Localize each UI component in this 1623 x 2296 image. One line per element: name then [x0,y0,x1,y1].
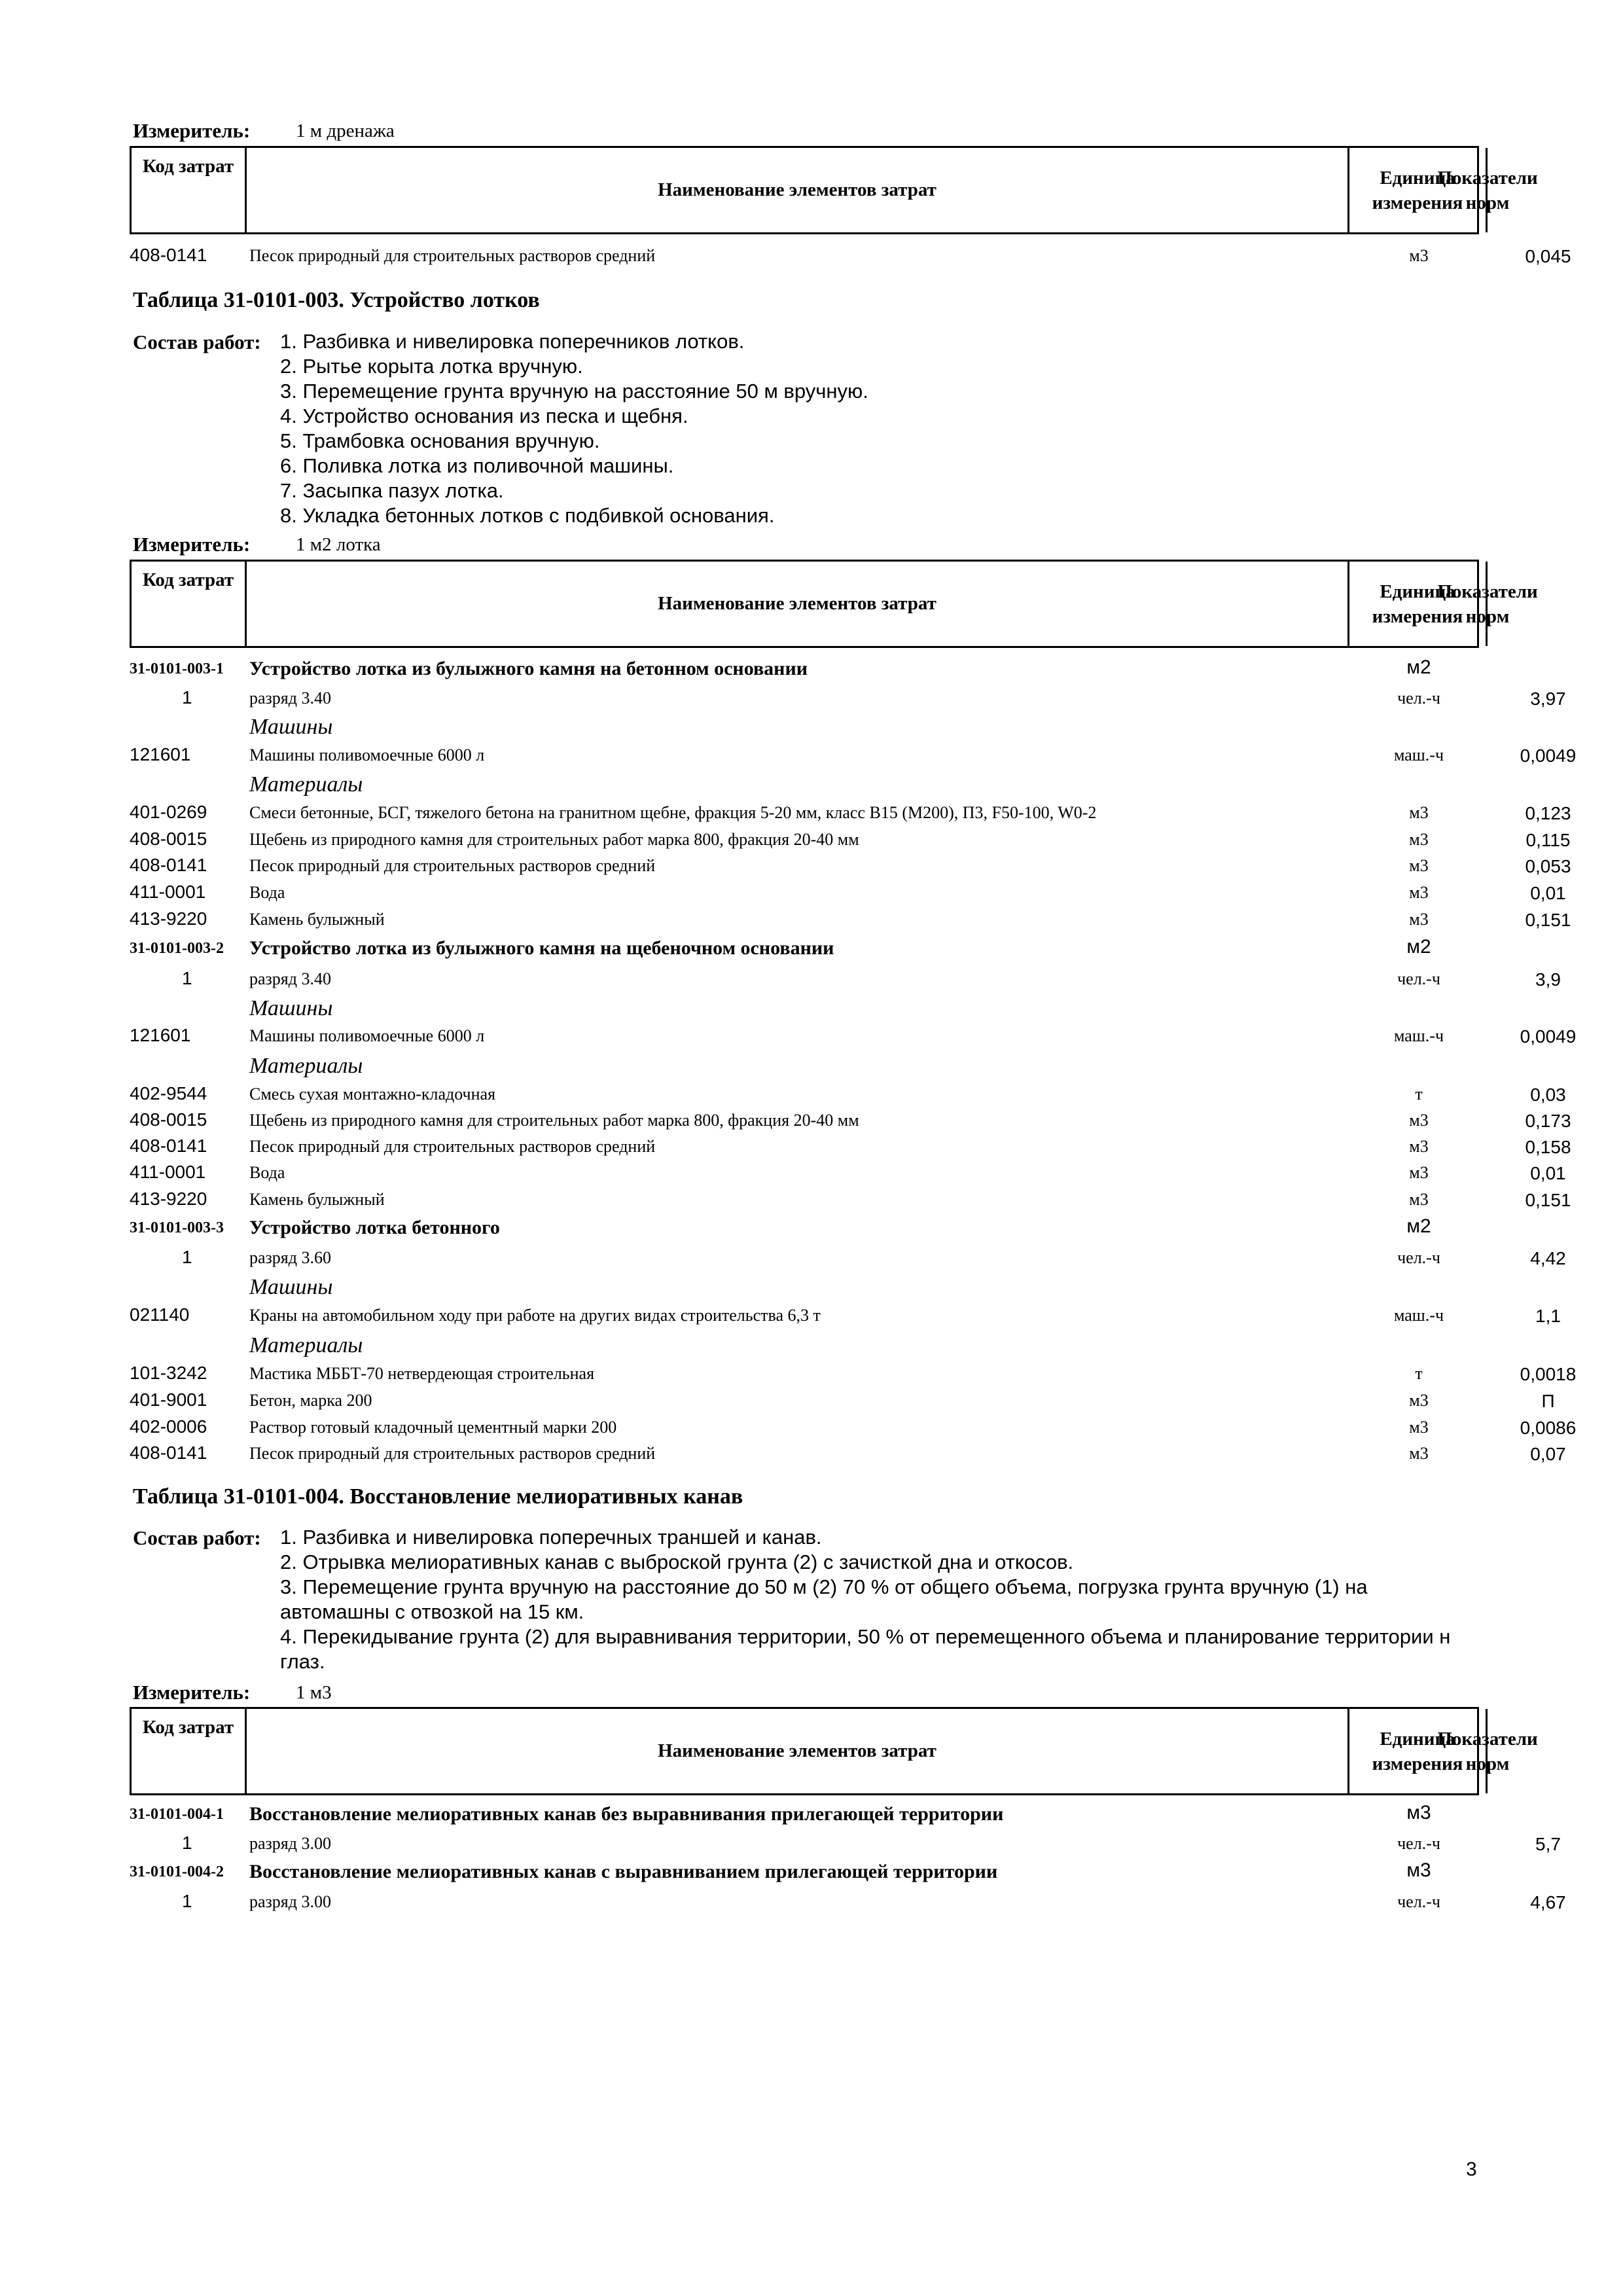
row-name: Восстановление мелиоративных канав с выравниванием прилегающей территории [249,1861,998,1882]
row-name: Устройство лотка из булыжного камня на бетонном основании [249,658,808,679]
row-unit: маш.-ч [1393,745,1444,764]
row-unit: м2 [1406,656,1431,678]
work-item: 2. Отрывка мелиоративных канав с выброской грунта (2) с зачисткой дна и откосов. [280,1551,1074,1573]
row-name: Краны на автомобильном ходу при работе на других видах строительства 6,3 т [249,1306,821,1325]
work-item: автомашны с отвозкой на 15 км. [280,1600,584,1623]
row-name: Песок природный для строительных растворов средний [249,1444,656,1463]
table-row [130,802,1571,828]
row-name: разряд 3.60 [249,1248,331,1267]
category-row [130,771,1479,802]
meter-label: Измеритель: [133,1681,251,1704]
row-unit: чел.-ч [1397,1892,1440,1911]
row-unit: чел.-ч [1397,689,1440,708]
row-norm: 5,7 [1535,1834,1561,1854]
category-label: Материалы [249,1054,363,1078]
header-unit: Единица измерения [1349,562,1488,646]
table-row [130,658,1479,684]
table-row [130,908,1571,935]
row-name: Вода [249,1163,285,1182]
table-row [130,1891,1566,1917]
row-unit: т [1415,1364,1423,1383]
row-unit: м2 [1406,1215,1431,1237]
row-code: 121601 [130,1025,191,1045]
row-unit: м3 [1409,830,1429,849]
row-norm: 3,9 [1535,969,1561,990]
work-item: 4. Устройство основания из песка и щебня. [280,404,688,427]
row-unit: м3 [1409,1163,1429,1182]
row-code: 31-0101-003-3 [130,1219,224,1236]
header-unit: Единица измерения [1349,1709,1488,1793]
row-norm: 1,1 [1535,1306,1561,1326]
header-code: Код затрат [132,148,247,232]
table-row [130,744,1577,770]
row-code: 1 [182,968,192,988]
row-name: Камень булыжный [249,910,385,929]
row-code: 401-0269 [130,802,207,822]
table-row [130,1083,1566,1109]
table-row [130,1861,1479,1887]
row-name: Машины поливомоечные 6000 л [249,745,485,764]
table-row [130,968,1561,994]
row-norm: 0,0086 [1520,1418,1577,1438]
row-name: Смесь сухая монтажно-кладочная [249,1085,496,1103]
category-label: Материалы [249,772,363,797]
row-name: Щебень из природного камня для строительных работ марка 800, фракция 20-40 мм [249,830,859,849]
row-code: 1 [182,1833,192,1853]
category-label: Машины [249,1275,333,1299]
header-code: Код затрат [132,562,247,646]
work-item: 1. Разбивка и нивелировка поперечных траншей и канав. [280,1526,822,1549]
row-code: 411-0001 [130,1162,206,1182]
row-unit: м3 [1409,1444,1429,1463]
row-code: 401-9001 [130,1390,207,1410]
row-norm: 0,03 [1530,1085,1566,1105]
row-name: Раствор готовый кладочный цементный марки 200 [249,1418,617,1437]
category-label: Материалы [249,1333,363,1357]
row-unit: м3 [1409,1391,1429,1410]
table-row [130,855,1571,881]
row-code: 31-0101-003-1 [130,660,224,677]
meter-label: Измеритель: [133,119,251,142]
row-norm: 0,173 [1525,1111,1571,1131]
row-code: 1 [182,1247,192,1267]
section-title: Таблица 31-0101-003. Устройство лотков [133,288,540,312]
row-norm: 3,97 [1530,689,1566,709]
table-row [130,882,1566,908]
header-unit: Единица измерения [1349,148,1488,232]
work-item: 8. Укладка бетонных лотков с подбивкой основания. [280,504,775,527]
meter-label: Измеритель: [133,533,251,556]
row-code: 408-0141 [130,1443,207,1463]
row-unit: м3 [1409,856,1429,875]
row-unit: м3 [1406,1802,1431,1823]
work-list [280,329,868,528]
work-item: 3. Перемещение грунта вручную на расстояние 50 м вручную. [280,380,868,403]
table-row [130,1247,1566,1273]
row-name: разряд 3.40 [249,689,331,708]
work-item: 6. Поливка лотка из поливочной машины. [280,454,674,477]
table-header: Код затрат Наименование элементов затрат Единица измерения Показатели норм [130,146,1479,234]
row-name: Бетон, марка 200 [249,1391,372,1410]
row-name: Вода [249,883,285,902]
row-norm: 0,01 [1530,883,1566,903]
work-item: 1. Разбивка и нивелировка поперечников лотков. [280,330,745,353]
row-unit: т [1415,1085,1423,1103]
row-name: Камень булыжный [249,1190,385,1209]
row-unit: м3 [1409,1418,1429,1437]
row-name: Щебень из природного камня для строительных работ марка 800, фракция 20-40 мм [249,1111,859,1130]
table-header: Код затрат Наименование элементов затрат Единица измерения Показатели норм [130,1707,1479,1795]
row-unit: маш.-ч [1393,1026,1444,1045]
row-code: 1 [182,1891,192,1911]
row-code: 31-0101-003-2 [130,940,224,957]
row-name: Устройство лотка бетонного [249,1217,500,1238]
work-composition-label: Состав работ: [133,331,261,353]
row-name: Песок природный для строительных растворов средний [249,1137,656,1156]
category-label: Машины [249,996,333,1020]
row-unit: чел.-ч [1397,1248,1440,1267]
row-norm: П [1541,1391,1555,1411]
work-item: 4. Перекидывание грунта (2) для выравнивания территории, 50 % от перемещенного объема и планирование территории н [280,1625,1451,1648]
row-unit: м3 [1409,883,1429,902]
row-name: Устройство лотка из булыжного камня на щебеночном основании [249,937,834,959]
table-row [130,1136,1571,1162]
row-code: 413-9220 [130,1189,207,1209]
row-name: Мастика МББТ-70 нетвердеющая строительная [249,1364,595,1383]
category-label: Машины [249,715,333,739]
row-norm: 0,151 [1525,910,1571,930]
row-unit: м3 [1409,246,1429,265]
row-code: 402-9544 [130,1083,207,1103]
category-row [130,1332,1479,1363]
row-norm: 0,158 [1525,1137,1571,1157]
table-row [130,1416,1577,1443]
table-row [130,1025,1577,1051]
row-unit: чел.-ч [1397,969,1440,988]
row-code: 31-0101-004-1 [130,1806,224,1823]
row-norm: 0,0049 [1520,1026,1577,1047]
table-row [130,687,1566,713]
row-unit: м3 [1409,1137,1429,1156]
work-item: 5. Трамбовка основания вручную. [280,429,600,452]
table-row [130,1109,1571,1136]
row-name: разряд 3.00 [249,1892,331,1911]
row-name: Восстановление мелиоративных канав без выравнивания прилегающей территории [249,1803,1004,1825]
row-norm: 0,123 [1525,803,1571,823]
row-unit: м3 [1409,910,1429,929]
row-unit: м3 [1406,1859,1431,1881]
row-unit: м3 [1409,1111,1429,1130]
row-norm: 0,07 [1530,1444,1566,1464]
header-name: Наименование элементов затрат [247,1709,1349,1793]
row-name: Машины поливомоечные 6000 л [249,1026,485,1045]
work-list [280,1525,1450,1674]
row-code: 408-0015 [130,1109,207,1130]
meter-value: 1 м2 лотка [296,534,381,555]
header-name: Наименование элементов затрат [247,562,1349,646]
row-name: Смеси бетонные, БСГ, тяжелого бетона на гранитном щебне, фракция 5-20 мм, класс В15 (М200), П3, F50-100, W0-2 [249,803,1097,822]
row-code: 101-3242 [130,1363,207,1383]
row-norm: 0,115 [1525,830,1571,850]
row-code: 408-0141 [130,245,207,265]
row-unit: м3 [1409,803,1429,822]
table-row [130,1189,1571,1215]
work-item: глаз. [280,1650,325,1673]
table-row [130,1217,1479,1243]
table-row [130,829,1571,855]
row-code: 31-0101-004-2 [130,1863,224,1880]
row-code: 411-0001 [130,882,206,902]
row-unit: маш.-ч [1393,1306,1444,1325]
row-name: Песок природный для строительных растворов средний [249,856,656,875]
row-code: 121601 [130,744,191,764]
work-item: 2. Рытье корыта лотка вручную. [280,355,583,378]
header-name: Наименование элементов затрат [247,148,1349,232]
row-code: 408-0015 [130,829,207,849]
row-norm: 4,42 [1530,1248,1566,1268]
work-composition-label: Состав работ: [133,1526,261,1549]
row-code: 1 [182,687,192,708]
page-number: 3 [1466,2159,1477,2180]
row-name: разряд 3.00 [249,1834,331,1853]
row-norm: 0,01 [1530,1163,1566,1183]
row-name: разряд 3.40 [249,969,331,988]
work-item: 3. Перемещение грунта вручную на расстояние до 50 м (2) 70 % от общего объема, погрузка грунта вручную (1) на [280,1575,1368,1598]
table-row [130,1162,1566,1188]
row-norm: 0,0049 [1520,745,1577,766]
work-item: 7. Засыпка пазух лотка. [280,479,504,502]
row-norm: 0,045 [1525,246,1571,266]
row-norm: 0,053 [1525,856,1571,876]
table-row [130,1390,1555,1416]
row-code: 021140 [130,1304,190,1325]
row-norm: 4,67 [1530,1892,1566,1912]
row-code: 402-0006 [130,1416,207,1437]
row-code: 408-0141 [130,1136,207,1156]
row-unit: м3 [1409,1190,1429,1209]
category-row [130,1274,1479,1305]
category-row [130,1052,1479,1084]
table-row [130,245,1571,271]
table-row [130,937,1479,963]
row-unit: чел.-ч [1397,1834,1440,1853]
section-title: Таблица 31-0101-004. Восстановление мелиоративных канав [133,1484,743,1509]
table-row [130,1304,1561,1331]
row-unit: м2 [1406,936,1431,958]
meter-value: 1 м3 [296,1682,332,1703]
category-row [130,713,1479,745]
row-norm: 0,151 [1525,1190,1571,1210]
table-header: Код затрат Наименование элементов затрат Единица измерения Показатели норм [130,560,1479,648]
header-code: Код затрат [132,1709,247,1793]
table-row [130,1803,1479,1829]
row-code: 413-9220 [130,908,207,929]
table-row [130,1443,1566,1469]
table-row [130,1363,1577,1389]
category-row [130,995,1479,1026]
table-row [130,1833,1561,1859]
meter-value: 1 м дренажа [296,120,395,141]
row-norm: 0,0018 [1520,1364,1577,1384]
row-name: Песок природный для строительных растворов средний [249,246,656,265]
row-code: 408-0141 [130,855,207,875]
